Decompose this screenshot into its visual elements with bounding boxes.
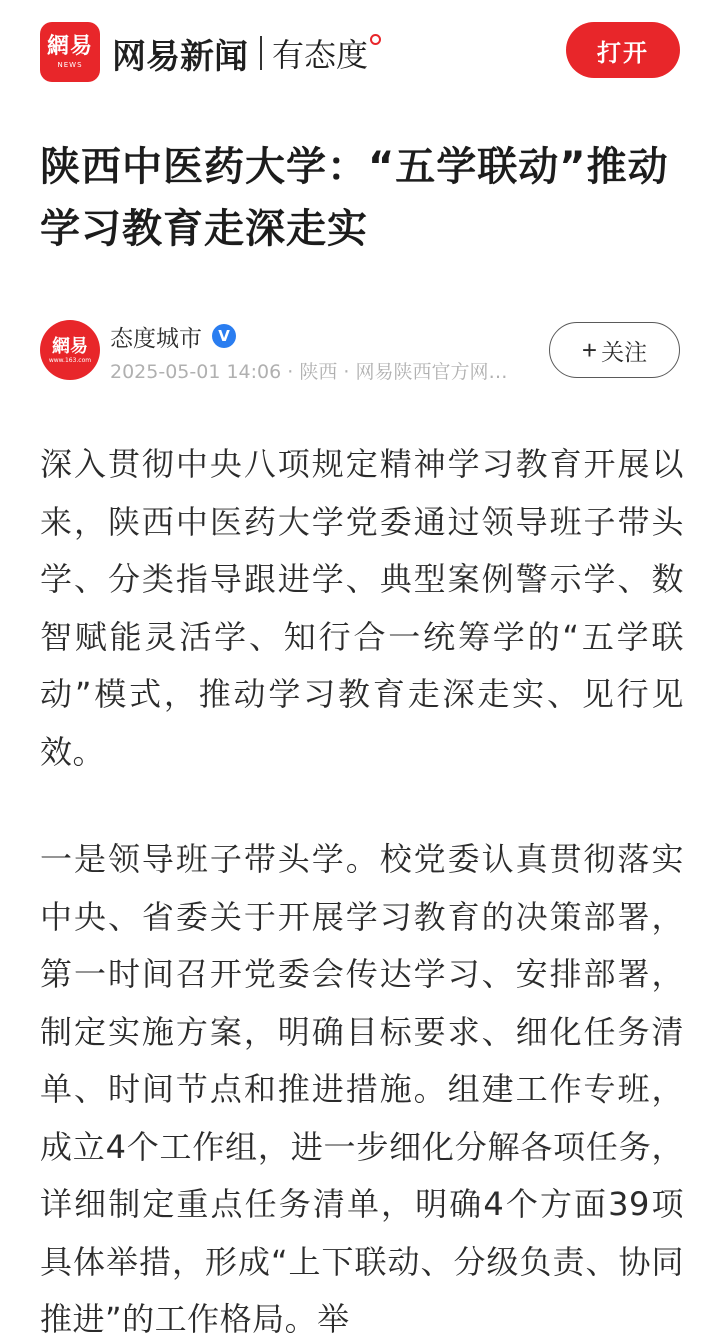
app-header (0, 0, 720, 108)
paragraph: 深入贯彻中央八项规定精神学习教育开展以来，陕西中医药大学党委通过领导班子带头学、分类指导跟进学、典型案例警示学、数智赋能灵活学、知行合一统筹学的“五学联动”模式，推动学习教育走深走实、见行见效。 (40, 445, 684, 771)
author-avatar[interactable] (40, 320, 100, 380)
plus-icon: + (581, 335, 598, 365)
open-app-button[interactable]: 打开 (566, 22, 680, 78)
brand-slogan: 有态度 (272, 36, 369, 74)
slogan-dot-icon (370, 34, 381, 45)
logo-main-text: 網易 (46, 34, 93, 59)
brand-divider (260, 36, 262, 70)
verified-badge-icon: V (212, 324, 236, 348)
article-meta: 2025-05-01 14:06 · 陕西 · 网易陕西官方网… (110, 361, 508, 383)
brand-name: 网易新闻 (112, 36, 248, 77)
author-name[interactable]: 态度城市 (110, 325, 202, 352)
netease-logo-icon[interactable] (40, 22, 100, 82)
logo-sub-text: NEWS (57, 61, 83, 69)
article-title: 陕西中医药大学：“五学联动”推动学习教育走深走实 (40, 144, 669, 252)
follow-label: 关注 (601, 338, 648, 365)
follow-button[interactable] (549, 322, 680, 378)
article-body (40, 436, 684, 1336)
avatar-main-text: 網易 (52, 335, 88, 357)
paragraph: 一是领导班子带头学。校党委认真贯彻落实中央、省委关于开展学习教育的决策部署，第一时间召开党委会传达学习、安排部署，制定实施方案，明确目标要求、细化任务清单、时间节点和推进措施。组建工作专班，成立4个工作组，进一步细化分解各项任务，详细制定重点任务清单，明确4个方面39项具体举措，形成“上下联动、分级负责、协同推进”的工作格局。举 (40, 840, 684, 1336)
author-name-row (110, 320, 236, 352)
avatar-sub-text: www.163.com (48, 356, 92, 364)
brand-title (112, 30, 381, 76)
